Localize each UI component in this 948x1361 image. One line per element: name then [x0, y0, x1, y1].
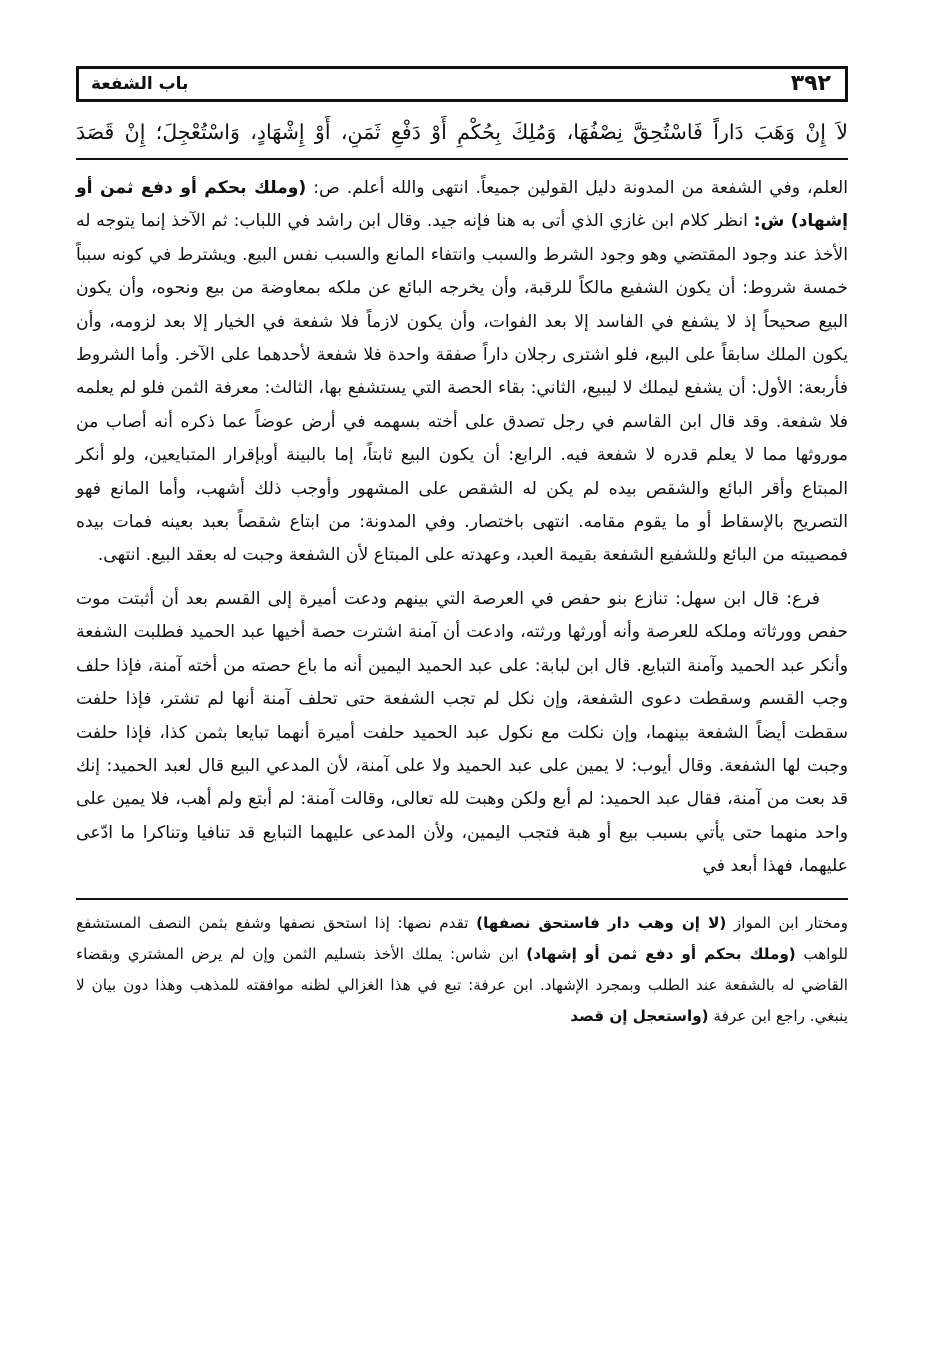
footnote-quote: (واستعجل إن قصد [570, 1007, 709, 1026]
footnote-run: ومختار ابن المواز [726, 913, 848, 932]
footnote [76, 908, 848, 1033]
book-page [76, 66, 848, 1032]
commentary-run: العلم، وفي الشفعة من المدونة دليل القولين جميعاً. انتهى والله أعلم. ص: [306, 178, 848, 198]
chapter-title: باب الشفعة [91, 74, 189, 94]
footnote-run: تقدم نصها: إذا استحق نصفها وشفع بثمن النصف المستشفع للواهب [76, 913, 848, 963]
page-header [76, 66, 848, 102]
commentary-paragraph-2: فرع: قال ابن سهل: تنازع بنو حفص في العرصة التي بينهم ودعت أميرة إلى القسم بعد أن أثبتت موت حفص وورثاته وملكه للعرصة وأنه أورثها ورثته، وادعت أن آمنة اشترت حصة أخيها عبد الحميد فطلبت الشفعة وأنكر عبد الحميد وآمنة التبايع. قال ابن لبابة: على عبد الحميد اليمين أنه ما باع حصته من أخته آمنة، فإذا حلف وجب القسم وسقطت دعوى الشفعة، وإن نكل لم تجب الشفعة حتى تحلف آمنة أنها لم تشتر، فإذا حلفت سقطت أيضاً الشفعة بينهما، وإن نكلت مع نكول عبد الحميد حلفت أميرة أنهما تبايعا بثمن كذا، فإذا حلفت وجبت لها الشفعة. وقال أيوب: لا يمين على عبد الحميد ولا على آمنة، لأن المدعي البيع قال لعبد الحميد: إنك قد بعت من آمنة، فقال عبد الحميد: لم أبع ولكن وهبت لله تعالى، وقالت آمنة: لم أبتع ولم أهب، فلا يمين على واحد منهما حتى يأتي بسبب بيع أو هبة فتجب اليمين، ولأن المدعى عليهما التبايع قد تنافيا وتناكرا ما ادّعى عليهما، فهذا أبعد في [76, 588, 848, 877]
footnote-paragraph [76, 908, 848, 1033]
matn-text: لاَ إِنْ وَهَبَ دَاراً فَاسْتُحِقَّ نِصْفُهَا، وَمُلِكَ بِحُكْمٍ أَوْ دَفْعِ ثَمَنٍ، أَوْ إِشْهَادٍ، وَاسْتُعْجِلَ؛ إِنْ قَصَدَ [76, 120, 848, 144]
commentary-body [76, 172, 848, 884]
footnote-run: ابن شاس: يملك الأخذ بتسليم الثمن وإن لم يرض المشتري وبقضاء القاضي له بالشفعة عند الطلب وبمجرد الإشهاد. ابن عرفة: تبع في هذا الغزالي لظنه موافقته للمذهب وهذا دون بيان لا ينبغي. راجع ابن عرفة [76, 944, 848, 1026]
commentary-quote: (وملك بحكم أو دفع ثمن أو إشهاد) ش: [76, 178, 848, 232]
page-number: ٣٩٢ [790, 71, 831, 96]
footnote-divider [76, 898, 848, 900]
matn-divider [76, 158, 848, 160]
footnote-quote: (وملك بحكم أو دفع ثمن أو إشهاد) [526, 944, 796, 963]
commentary-paragraph-1 [76, 172, 848, 573]
footnote-quote: (لا إن وهب دار فاستحق نصفها) [476, 913, 727, 932]
commentary-run: انظر كلام ابن غازي الذي أتى به هنا فإنه جيد. وقال ابن راشد في اللباب: ثم الآخذ إنما يتوجه له الأخذ عند وجود المقتضي وهو وجود الشرط والسبب وانتفاء المانع والسبب نفس البيع. ويشترط في كونه سبباً خمسة شروط: أن يكون الشفيع مالكاً للرقبة، وأن يخرجه البائع عن ملكه بمعاوضة من بيع ونحوه، وأن يكون البيع صحيحاً إذ لا يشفع في الفاسد إلا بعد الفوات، وأن يكون لازماً فلا شفعة في الخيار إلا بعد لزومه، وأن يكون الملك سابقاً على البيع، فلو اشترى رجلان داراً صفقة واحدة فلا شفعة لأحدهما على الآخر. وأما الشروط فأربعة: الأول: أن يشفع ليملك لا ليبيع، الثاني: بقاء الحصة التي يستشفع بها، الثالث: معرفة الثمن فلو لم يعلمه فلا شفعة. وقد قال ابن القاسم في رجل تصدق على أخته بسهمه في أرض عوضاً عما ذكره أنه أصاب من موروثها مما لا يعلم قدره لا شفعة فيه. الرابع: أن يكون البيع ثابتاً، إما بالبينة أوبإقرار المتبايعين، ولو أنكر المبتاع وأقر البائع والشقص بيده لم يكن له الشقص على المشهور وأوجب ذلك أشهب، وأما المانع فهو التصريح بالإسقاط أو ما يقوم مقامه. انتهى باختصار. وفي المدونة: من ابتاع شقصاً بعبد بعينه فمات بيده فمصيبته من البائع وللشفيع الشفعة بقيمة العبد، وعهدته على المبتاع لأن الشفعة وجبت له بعقد البيع. انتهى. [76, 211, 848, 566]
